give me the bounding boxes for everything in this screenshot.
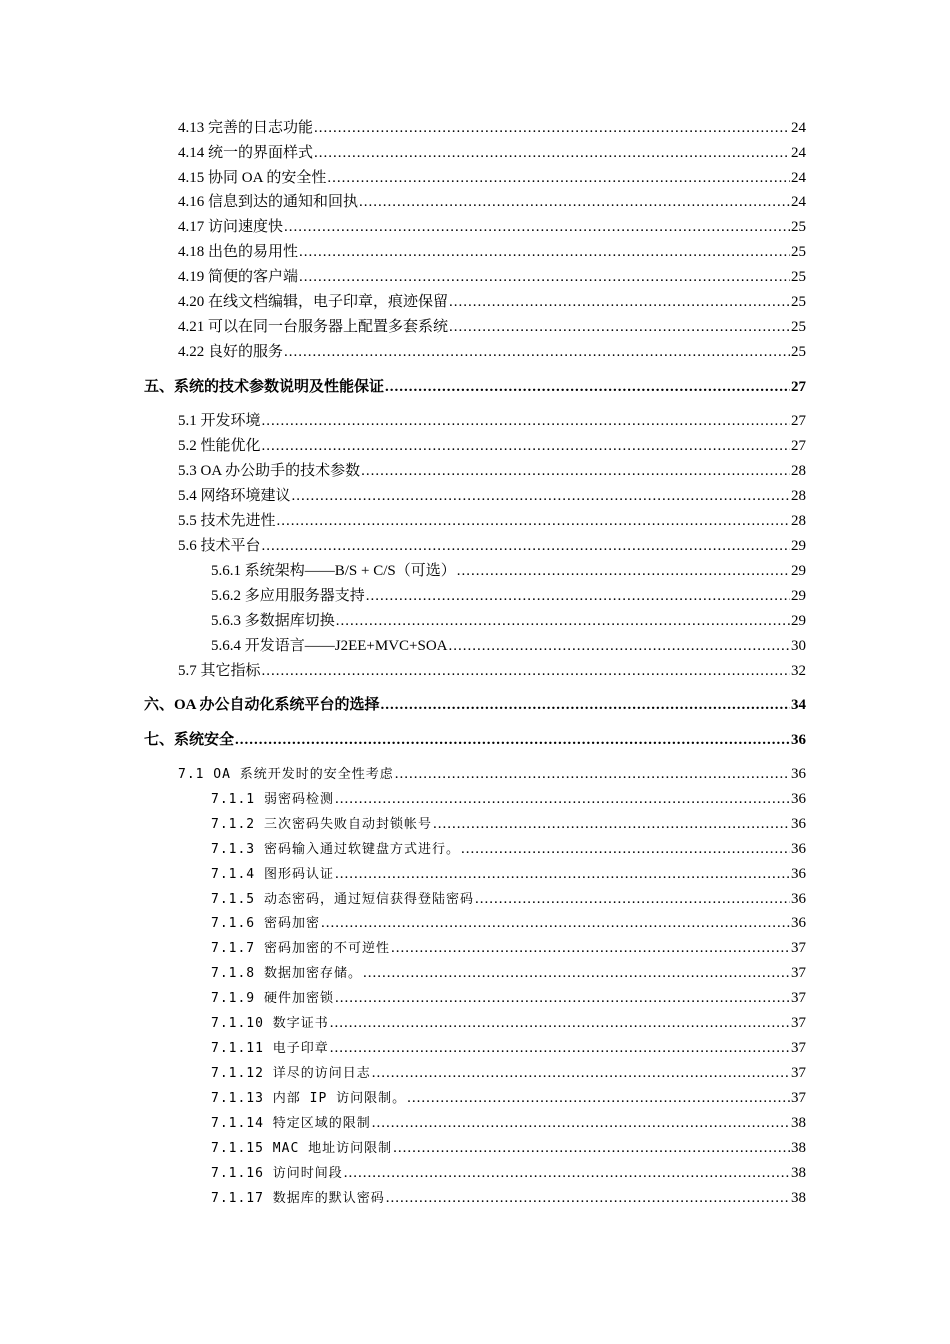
toc-chapter-number: 七、 xyxy=(144,732,175,748)
toc-chapter-title: OA 办公自动化系统平台的选择 xyxy=(174,697,380,713)
toc-entry-page: 29 xyxy=(791,613,806,629)
toc-entry-page: 37 xyxy=(791,1040,806,1056)
toc-entry-title: 5.6.3 多数据库切换 xyxy=(211,613,335,629)
toc-chapter[interactable] xyxy=(144,695,806,715)
toc-entry-page: 24 xyxy=(791,194,806,210)
dot-leader xyxy=(372,1063,790,1083)
toc-entry-title: 7.1.9 硬件加密锁 xyxy=(211,991,334,1006)
toc-entry[interactable] xyxy=(211,963,806,984)
toc-entry-title: 4.18 出色的易用性 xyxy=(178,244,299,260)
toc-entry-page: 25 xyxy=(791,319,806,335)
dot-leader xyxy=(327,168,790,188)
toc-entry-page: 27 xyxy=(791,379,806,395)
toc-entry[interactable] xyxy=(211,1163,806,1184)
toc-entry-title: 5.2 性能优化 xyxy=(178,438,261,454)
dot-leader xyxy=(433,814,790,834)
dot-leader xyxy=(449,292,790,312)
toc-entry[interactable] xyxy=(178,486,806,506)
toc-entry[interactable] xyxy=(211,1038,806,1059)
toc-entry-page: 24 xyxy=(791,170,806,186)
toc-entry-page: 36 xyxy=(791,866,806,882)
toc-entry-title: 7.1.17 数据库的默认密码 xyxy=(211,1191,385,1206)
dot-leader xyxy=(363,963,790,983)
toc-entry[interactable] xyxy=(178,411,806,431)
toc-entry-title: 7.1.3 密码输入通过软键盘方式进行。 xyxy=(211,842,460,857)
toc-entry[interactable] xyxy=(178,192,806,212)
dot-leader xyxy=(335,864,790,884)
dot-leader xyxy=(359,192,790,212)
toc-entry-page: 29 xyxy=(791,563,806,579)
toc-entry-title: 5.6.2 多应用服务器支持 xyxy=(211,588,365,604)
toc-entry[interactable] xyxy=(178,342,806,362)
toc-entry-page: 38 xyxy=(791,1140,806,1156)
dot-leader xyxy=(391,938,790,958)
toc-entry[interactable] xyxy=(178,536,806,556)
toc-chapter[interactable] xyxy=(144,730,806,750)
toc-entry-page: 37 xyxy=(791,1065,806,1081)
toc-entry-title: 7.1.8 数据加密存储。 xyxy=(211,966,362,981)
toc-entry-title: 5.7 其它指标 xyxy=(178,663,261,679)
toc-entry[interactable] xyxy=(211,913,806,934)
toc-chapter[interactable] xyxy=(144,377,806,397)
toc-entry-title: 5.4 网络环境建议 xyxy=(178,488,291,504)
toc-entry-title: 5.1 开发环境 xyxy=(178,413,261,429)
toc-entry-page: 38 xyxy=(791,1190,806,1206)
toc-entry[interactable] xyxy=(178,436,806,456)
dot-leader xyxy=(335,988,790,1008)
dot-leader xyxy=(407,1088,790,1108)
toc-entry-page: 37 xyxy=(791,940,806,956)
toc-entry[interactable] xyxy=(178,217,806,237)
toc-entry[interactable] xyxy=(211,1088,806,1109)
toc-entry-title: 7.1.2 三次密码失败自动封锁帐号 xyxy=(211,817,432,832)
toc-entry-title: 7.1.10 数字证书 xyxy=(211,1016,329,1031)
dot-leader xyxy=(449,636,790,656)
toc-entry-page: 32 xyxy=(791,663,806,679)
dot-leader xyxy=(366,586,790,606)
toc-entry-page: 34 xyxy=(791,697,806,713)
dot-leader xyxy=(262,661,790,681)
toc-entry-title: 7.1.6 密码加密 xyxy=(211,916,320,931)
toc-entry-title: 4.15 协同 OA 的安全性 xyxy=(178,170,327,186)
toc-entry-title: 7.1.14 特定区域的限制 xyxy=(211,1116,371,1131)
dot-leader xyxy=(475,889,790,909)
toc-entry[interactable] xyxy=(178,661,806,681)
toc-entry-page: 36 xyxy=(791,791,806,807)
toc-entry-page: 28 xyxy=(791,488,806,504)
toc-entry[interactable] xyxy=(178,118,806,138)
toc-entry[interactable] xyxy=(211,636,806,656)
toc-entry-title: 4.21 可以在同一台服务器上配置多套系统 xyxy=(178,319,449,335)
toc-entry-title: 5.5 技术先进性 xyxy=(178,513,276,529)
toc-entry[interactable] xyxy=(178,461,806,481)
toc-entry-title: 4.16 信息到达的通知和回执 xyxy=(178,194,359,210)
dot-leader xyxy=(372,1113,790,1133)
toc-entry-title: 7.1 OA 系统开发时的安全性考虑 xyxy=(178,767,394,782)
dot-leader xyxy=(395,764,790,784)
dot-leader xyxy=(380,695,790,715)
toc-entry-page: 36 xyxy=(791,766,806,782)
toc-entry[interactable] xyxy=(178,267,806,287)
toc-entry-title: 7.1.5 动态密码，通过短信获得登陆密码 xyxy=(211,892,474,907)
toc-entry-title: 4.13 完善的日志功能 xyxy=(178,120,314,136)
toc-chapter-title: 系统安全 xyxy=(174,732,235,748)
dot-leader xyxy=(321,913,790,933)
toc-entry-page: 36 xyxy=(791,915,806,931)
dot-leader xyxy=(449,317,790,337)
toc-entry-page: 27 xyxy=(791,413,806,429)
toc-entry-title: 7.1.13 内部 IP 访问限制。 xyxy=(211,1091,407,1106)
dot-leader xyxy=(344,1163,790,1183)
dot-leader xyxy=(336,611,790,631)
toc-entry[interactable] xyxy=(211,1013,806,1034)
dot-leader xyxy=(284,217,790,237)
toc-entry[interactable] xyxy=(211,611,806,631)
toc-entry[interactable] xyxy=(178,292,806,312)
toc-entry-title: 4.14 统一的界面样式 xyxy=(178,145,314,161)
toc-entry-title: 7.1.15 MAC 地址访问限制 xyxy=(211,1141,393,1156)
toc-entry-page: 28 xyxy=(791,463,806,479)
toc-entry-title: 7.1.11 电子印章 xyxy=(211,1041,329,1056)
dot-leader xyxy=(385,377,790,397)
toc-entry-page: 24 xyxy=(791,145,806,161)
toc-entry-page: 29 xyxy=(791,538,806,554)
toc-entry[interactable] xyxy=(178,143,806,163)
dot-leader xyxy=(262,536,790,556)
dot-leader xyxy=(461,839,790,859)
toc-entry-page: 30 xyxy=(791,638,806,654)
toc-entry-page: 25 xyxy=(791,219,806,235)
toc-entry-title: 5.6.1 系统架构——B/S + C/S（可选） xyxy=(211,563,456,579)
dot-leader xyxy=(335,789,790,809)
toc-entry-title: 4.22 良好的服务 xyxy=(178,344,284,360)
toc-entry[interactable] xyxy=(211,789,806,810)
toc-chapter-number: 五、 xyxy=(144,379,175,395)
toc-entry-page: 25 xyxy=(791,294,806,310)
toc-entry[interactable] xyxy=(178,317,806,337)
toc-entry-title: 4.19 简便的客户端 xyxy=(178,269,299,285)
toc-entry-page: 36 xyxy=(791,732,806,748)
toc-entry-title: 5.6 技术平台 xyxy=(178,538,261,554)
dot-leader xyxy=(284,342,790,362)
toc-entry-title: 4.17 访问速度快 xyxy=(178,219,284,235)
dot-leader xyxy=(292,486,790,506)
toc-entry[interactable] xyxy=(178,764,806,785)
toc-entry-title: 7.1.1 弱密码检测 xyxy=(211,792,334,807)
toc-entry-page: 28 xyxy=(791,513,806,529)
toc-entry-title: 7.1.16 访问时间段 xyxy=(211,1166,343,1181)
dot-leader xyxy=(262,411,790,431)
toc-entry[interactable] xyxy=(178,242,806,262)
dot-leader xyxy=(314,118,790,138)
dot-leader xyxy=(330,1013,790,1033)
toc-entry-page: 24 xyxy=(791,120,806,136)
toc-entry[interactable] xyxy=(211,889,806,910)
dot-leader xyxy=(299,242,790,262)
toc-entry[interactable] xyxy=(211,1138,806,1159)
toc-entry-title: 5.3 OA 办公助手的技术参数 xyxy=(178,463,361,479)
dot-leader xyxy=(235,730,790,750)
toc-entry[interactable] xyxy=(211,1063,806,1084)
dot-leader xyxy=(277,511,790,531)
dot-leader xyxy=(393,1138,790,1158)
toc-entry-title: 7.1.4 图形码认证 xyxy=(211,867,334,882)
dot-leader xyxy=(299,267,790,287)
toc-entry-page: 37 xyxy=(791,965,806,981)
toc-entry[interactable] xyxy=(211,561,806,581)
toc-entry-page: 25 xyxy=(791,244,806,260)
toc-entry[interactable] xyxy=(211,839,806,860)
toc-entry-page: 36 xyxy=(791,841,806,857)
dot-leader xyxy=(262,436,790,456)
toc-entry[interactable] xyxy=(211,814,806,835)
toc-entry-page: 36 xyxy=(791,891,806,907)
toc-entry-page: 25 xyxy=(791,269,806,285)
toc-entry-page: 38 xyxy=(791,1115,806,1131)
toc-entry-page: 29 xyxy=(791,588,806,604)
toc-chapter-title: 系统的技术参数说明及性能保证 xyxy=(174,379,385,395)
toc-entry-page: 37 xyxy=(791,1090,806,1106)
toc-entry[interactable] xyxy=(178,168,806,188)
toc-entry-title: 5.6.4 开发语言——J2EE+MVC+SOA xyxy=(211,638,448,654)
dot-leader xyxy=(361,461,790,481)
toc-entry-title: 7.1.12 详尽的访问日志 xyxy=(211,1066,371,1081)
toc-entry-page: 37 xyxy=(791,990,806,1006)
dot-leader xyxy=(457,561,790,581)
toc-entry-page: 38 xyxy=(791,1165,806,1181)
toc-entry[interactable] xyxy=(211,864,806,885)
toc-entry-page: 37 xyxy=(791,1015,806,1031)
toc-entry-page: 27 xyxy=(791,438,806,454)
toc-entry[interactable] xyxy=(211,938,806,959)
toc-entry[interactable] xyxy=(178,511,806,531)
dot-leader xyxy=(314,143,790,163)
toc-entry-page: 36 xyxy=(791,816,806,832)
toc-entry[interactable] xyxy=(211,586,806,606)
dot-leader xyxy=(330,1038,790,1058)
toc-chapter-number: 六、 xyxy=(144,697,175,713)
dot-leader xyxy=(386,1188,790,1208)
toc-entry[interactable] xyxy=(211,1188,806,1209)
toc-entry[interactable] xyxy=(211,988,806,1009)
toc-entry[interactable] xyxy=(211,1113,806,1134)
toc-entry-title: 7.1.7 密码加密的不可逆性 xyxy=(211,941,390,956)
toc-entry-title: 4.20 在线文档编辑，电子印章，痕迹保留 xyxy=(178,294,449,310)
toc-entry-page: 25 xyxy=(791,344,806,360)
